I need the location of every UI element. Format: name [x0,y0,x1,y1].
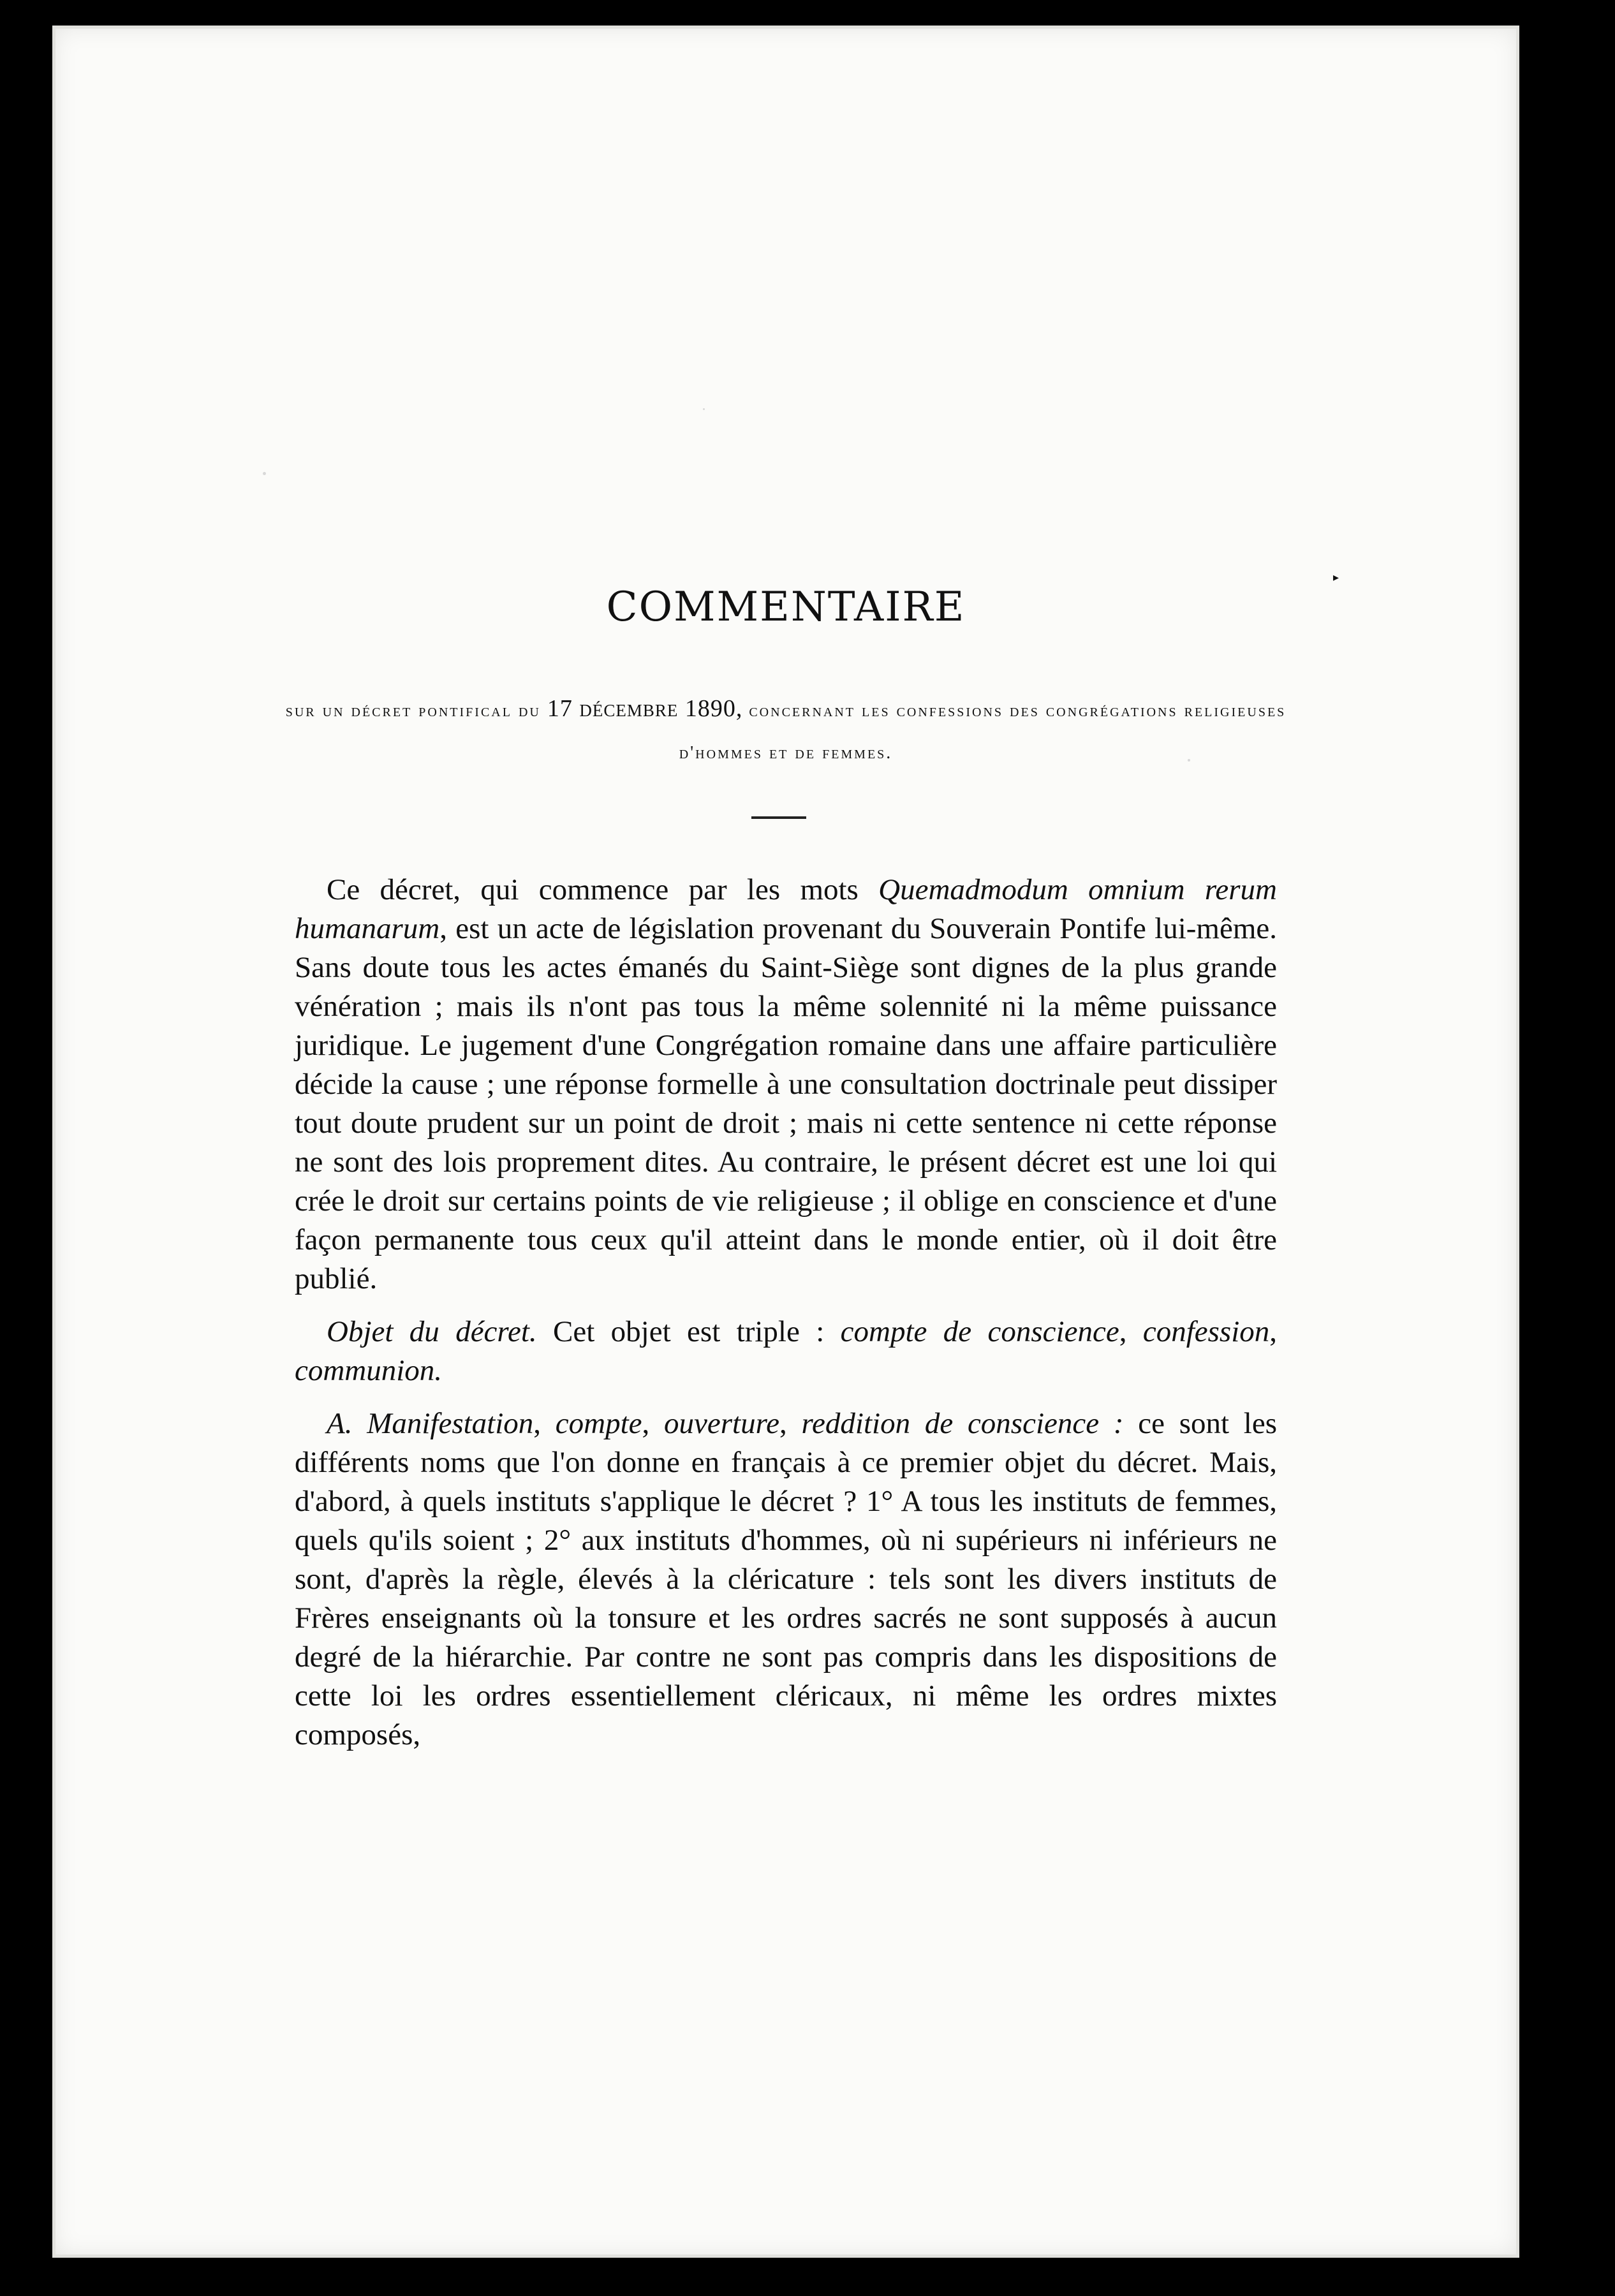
document-page [52,26,1519,2258]
text-segment: Ce décret, qui commence par les mots [327,873,879,906]
subtitle-part-2: concernant les confessions des congrégations religieuses d'hommes et de femmes. [679,701,1287,763]
margin-mark: ▸ [1333,571,1339,584]
italic-text: reddition de conscience : [801,1407,1124,1440]
body-text [295,871,1277,1769]
italic-text: communion. [295,1354,443,1387]
text-segment: ce sont les différents noms que l'on donne en français à ce premier objet du décret. Mais, d'abord, à quels instituts s'applique le décret ? 1° A tous les instituts de femmes, quels qu'ils soient ; 2° aux instituts d'hommes, où ni supérieurs ni inférieurs ne sont, d'après la règle, élevés à la cléricature : tels sont les divers instituts de Frères enseignants où la tonsure et les ordres sacrés ne sont supposés à aucun degré de la hiérarchie. Par contre ne sont pas compris dans les dispositions de cette loi les ordres essentiellement cléricaux, ni même les ordres mixtes composés, [295,1407,1278,1751]
section-divider [751,816,806,819]
text-segment: , [1119,1315,1143,1348]
paragraph [295,871,1277,1299]
italic-text: compte [555,1407,642,1440]
text-segment: , [1269,1315,1277,1348]
italic-text: confession [1142,1315,1270,1348]
page-subtitle [269,688,1302,774]
page-title: COMMENTAIRE [606,584,966,631]
subtitle-part-1: sur un décret pontifical du [285,701,541,721]
paragraph [295,1313,1277,1390]
text-segment: , est un acte de législation provenant du Souverain Pontife lui-même. Sans doute tous les actes émanés du Saint-Siège sont dignes de la plus grande vénération ; mais ils n'ont pas tous la même solennité ni la même puissance juridique. Le jugement d'une Congrégation romaine dans une affaire particulière décide la cause ; une réponse formelle à une consultation doctrinale peut dissiper tout doute prudent sur un point de droit ; mais ni cette sentence ni cette réponse ne sont des lois proprement dites. Au contraire, le présent décret est une loi qui crée le droit sur certains points de vie religieuse ; il oblige en conscience et d'une façon permanente tous ceux qu'il atteint dans le monde entier, où il doit être publié. [295,912,1277,1295]
subtitle-date: 17 décembre 1890, [547,695,743,722]
italic-text: Quemadmodum omnium rerum humanarum [295,873,1277,945]
italic-text: Objet du décret. [327,1315,537,1348]
text-segment: Cet objet est triple : [536,1315,841,1348]
italic-text: A. Manifestation [327,1407,534,1440]
paragraph [295,1404,1277,1755]
italic-text: ouverture [664,1407,780,1440]
text-segment: , [533,1407,556,1440]
italic-text: compte de conscience [840,1315,1119,1348]
text-segment: , [779,1407,802,1440]
text-segment: , [642,1407,665,1440]
scan-speck [263,472,266,475]
scan-speck [703,408,705,410]
